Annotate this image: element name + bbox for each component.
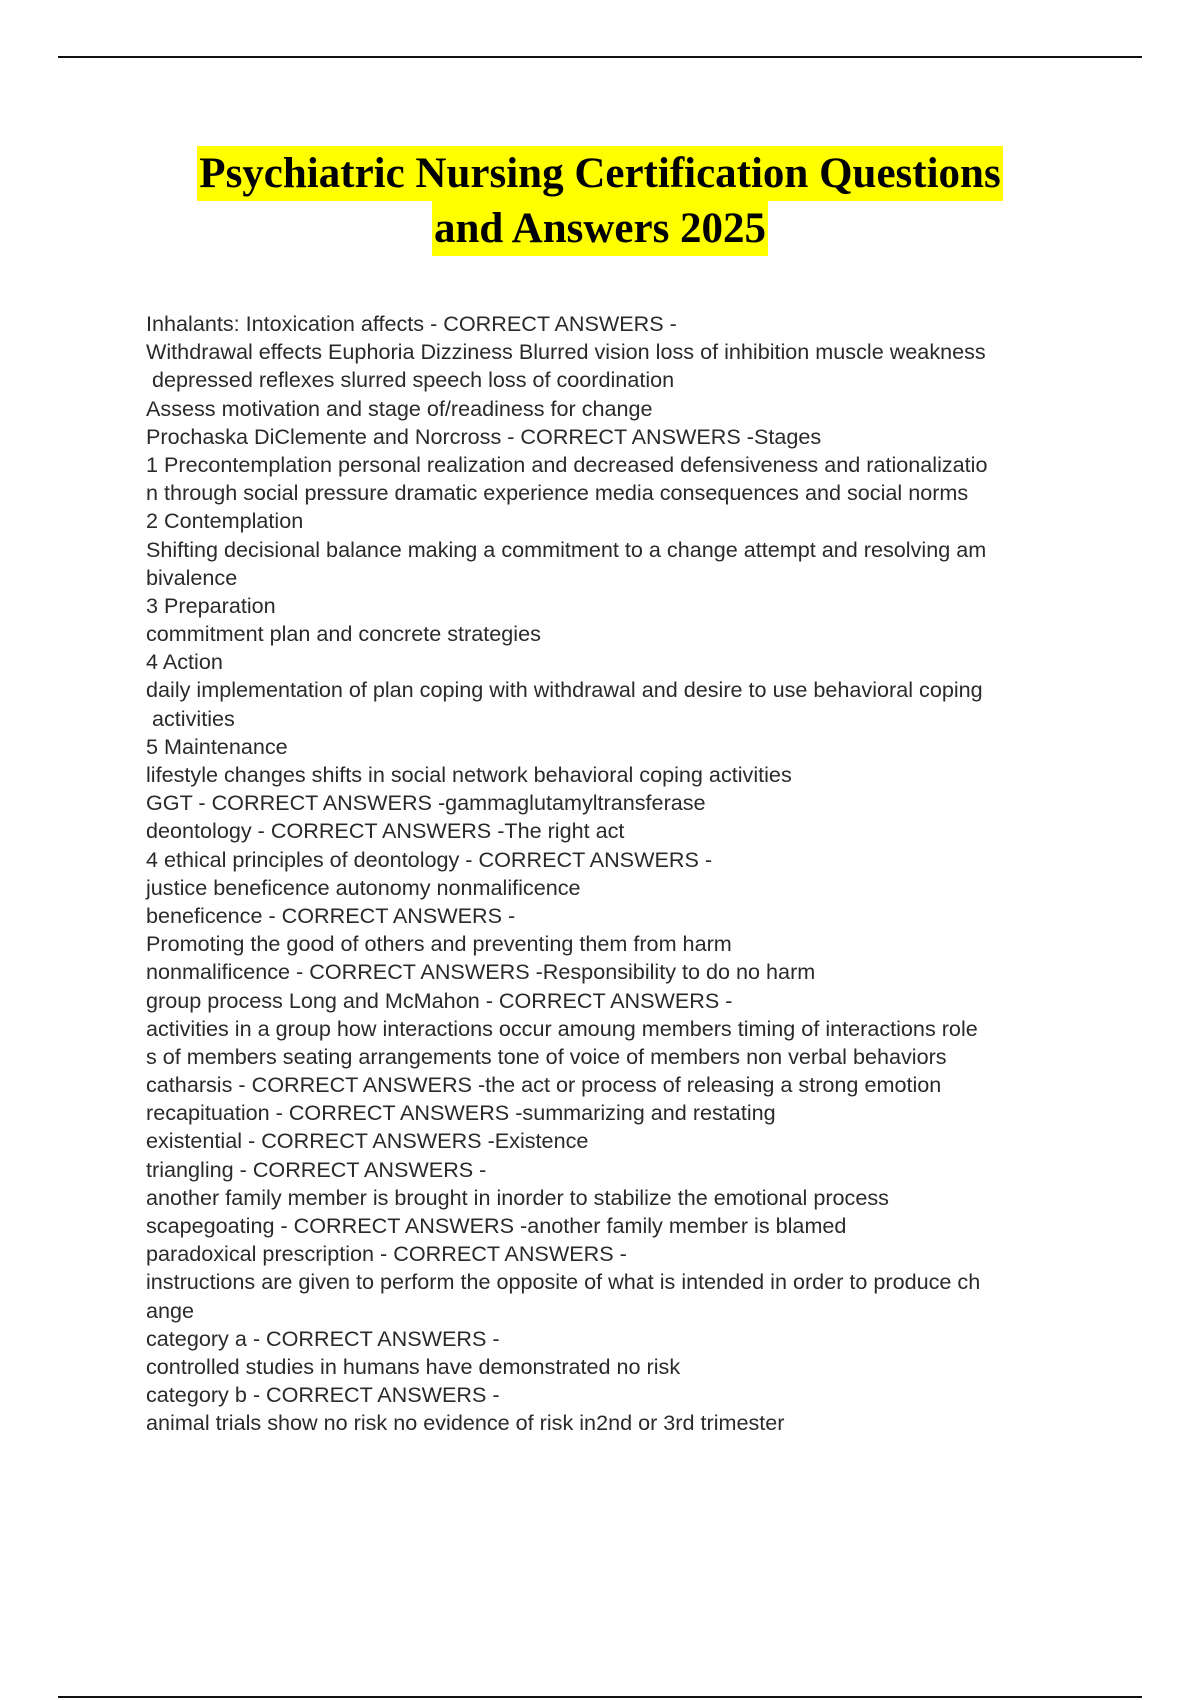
text-line: activities in a group how interactions occur amoung members timing of interactions role [146,1015,978,1041]
bottom-rule [58,1696,1142,1698]
title-line-1: Psychiatric Nursing Certification Questions [197,146,1002,201]
text-line: another family member is brought in inorder to stabilize the emotional process [146,1184,889,1210]
text-line: bivalence [146,564,238,590]
document-title [0,146,1200,256]
text-line: scapegoating - CORRECT ANSWERS -another family member is blamed [146,1213,847,1238]
text-line: 2 Contemplation [146,508,304,534]
text-line: GGT - CORRECT ANSWERS -gammaglutamyltransferase [146,790,706,816]
text-line: daily implementation of plan coping with withdrawal and desire to use behavioral coping [146,677,983,703]
text-line: deontology - CORRECT ANSWERS -The right act [146,818,625,844]
text-line: 5 Maintenance [146,733,288,759]
text-line: 4 Action [146,649,223,675]
text-line: paradoxical prescription - CORRECT ANSWERS - [146,1241,627,1267]
text-line: recapituation - CORRECT ANSWERS -summarizing and restating [146,1100,776,1126]
text-line: category a - CORRECT ANSWERS - [146,1325,500,1351]
title-line-2: and Answers 2025 [432,201,768,256]
text-line: commitment plan and concrete strategies [146,621,541,647]
text-line: Withdrawal effects Euphoria Dizziness Blurred vision loss of inhibition muscle weakness [146,339,986,365]
document-body [146,310,1096,1438]
top-rule [58,56,1142,58]
text-line: Prochaska DiClemente and Norcross - CORRECT ANSWERS -Stages [146,423,822,449]
text-line: Assess motivation and stage of/readiness for change [146,395,653,421]
text-line: Promoting the good of others and preventing them from harm [146,931,732,957]
text-line: triangling - CORRECT ANSWERS - [146,1156,487,1182]
text-line: s of members seating arrangements tone of voice of members non verbal behaviors [146,1043,947,1069]
text-line: controlled studies in humans have demonstrated no risk [146,1353,681,1379]
text-line: n through social pressure dramatic experience media consequences and social norms [146,480,969,506]
text-line: existential - CORRECT ANSWERS -Existence [146,1128,589,1154]
text-line: Shifting decisional balance making a commitment to a change attempt and resolving am [146,536,987,562]
text-line: Inhalants: Intoxication affects - CORRECT ANSWERS - [146,311,677,336]
text-line: nonmalificence - CORRECT ANSWERS -Responsibility to do no harm [146,959,816,985]
text-line: depressed reflexes slurred speech loss of coordination [146,367,675,393]
text-line: catharsis - CORRECT ANSWERS -the act or process of releasing a strong emotion [146,1072,942,1098]
text-line: beneficence - CORRECT ANSWERS - [146,902,516,928]
text-line: justice beneficence autonomy nonmalificence [146,874,581,900]
text-line: ange [146,1297,195,1323]
text-line: 3 Preparation [146,592,276,618]
text-line: 4 ethical principles of deontology - CORRECT ANSWERS - [146,846,713,872]
text-line: activities [146,705,235,731]
text-line: animal trials show no risk no evidence of risk in2nd or 3rd trimester [146,1410,785,1436]
text-line: category b - CORRECT ANSWERS - [146,1382,500,1408]
text-line: group process Long and McMahon - CORRECT ANSWERS - [146,987,733,1013]
text-line: instructions are given to perform the opposite of what is intended in order to produce ch [146,1269,981,1295]
text-line: 1 Precontemplation personal realization and decreased defensiveness and rationalizatio [146,451,988,477]
text-line: lifestyle changes shifts in social network behavioral coping activities [146,762,792,787]
